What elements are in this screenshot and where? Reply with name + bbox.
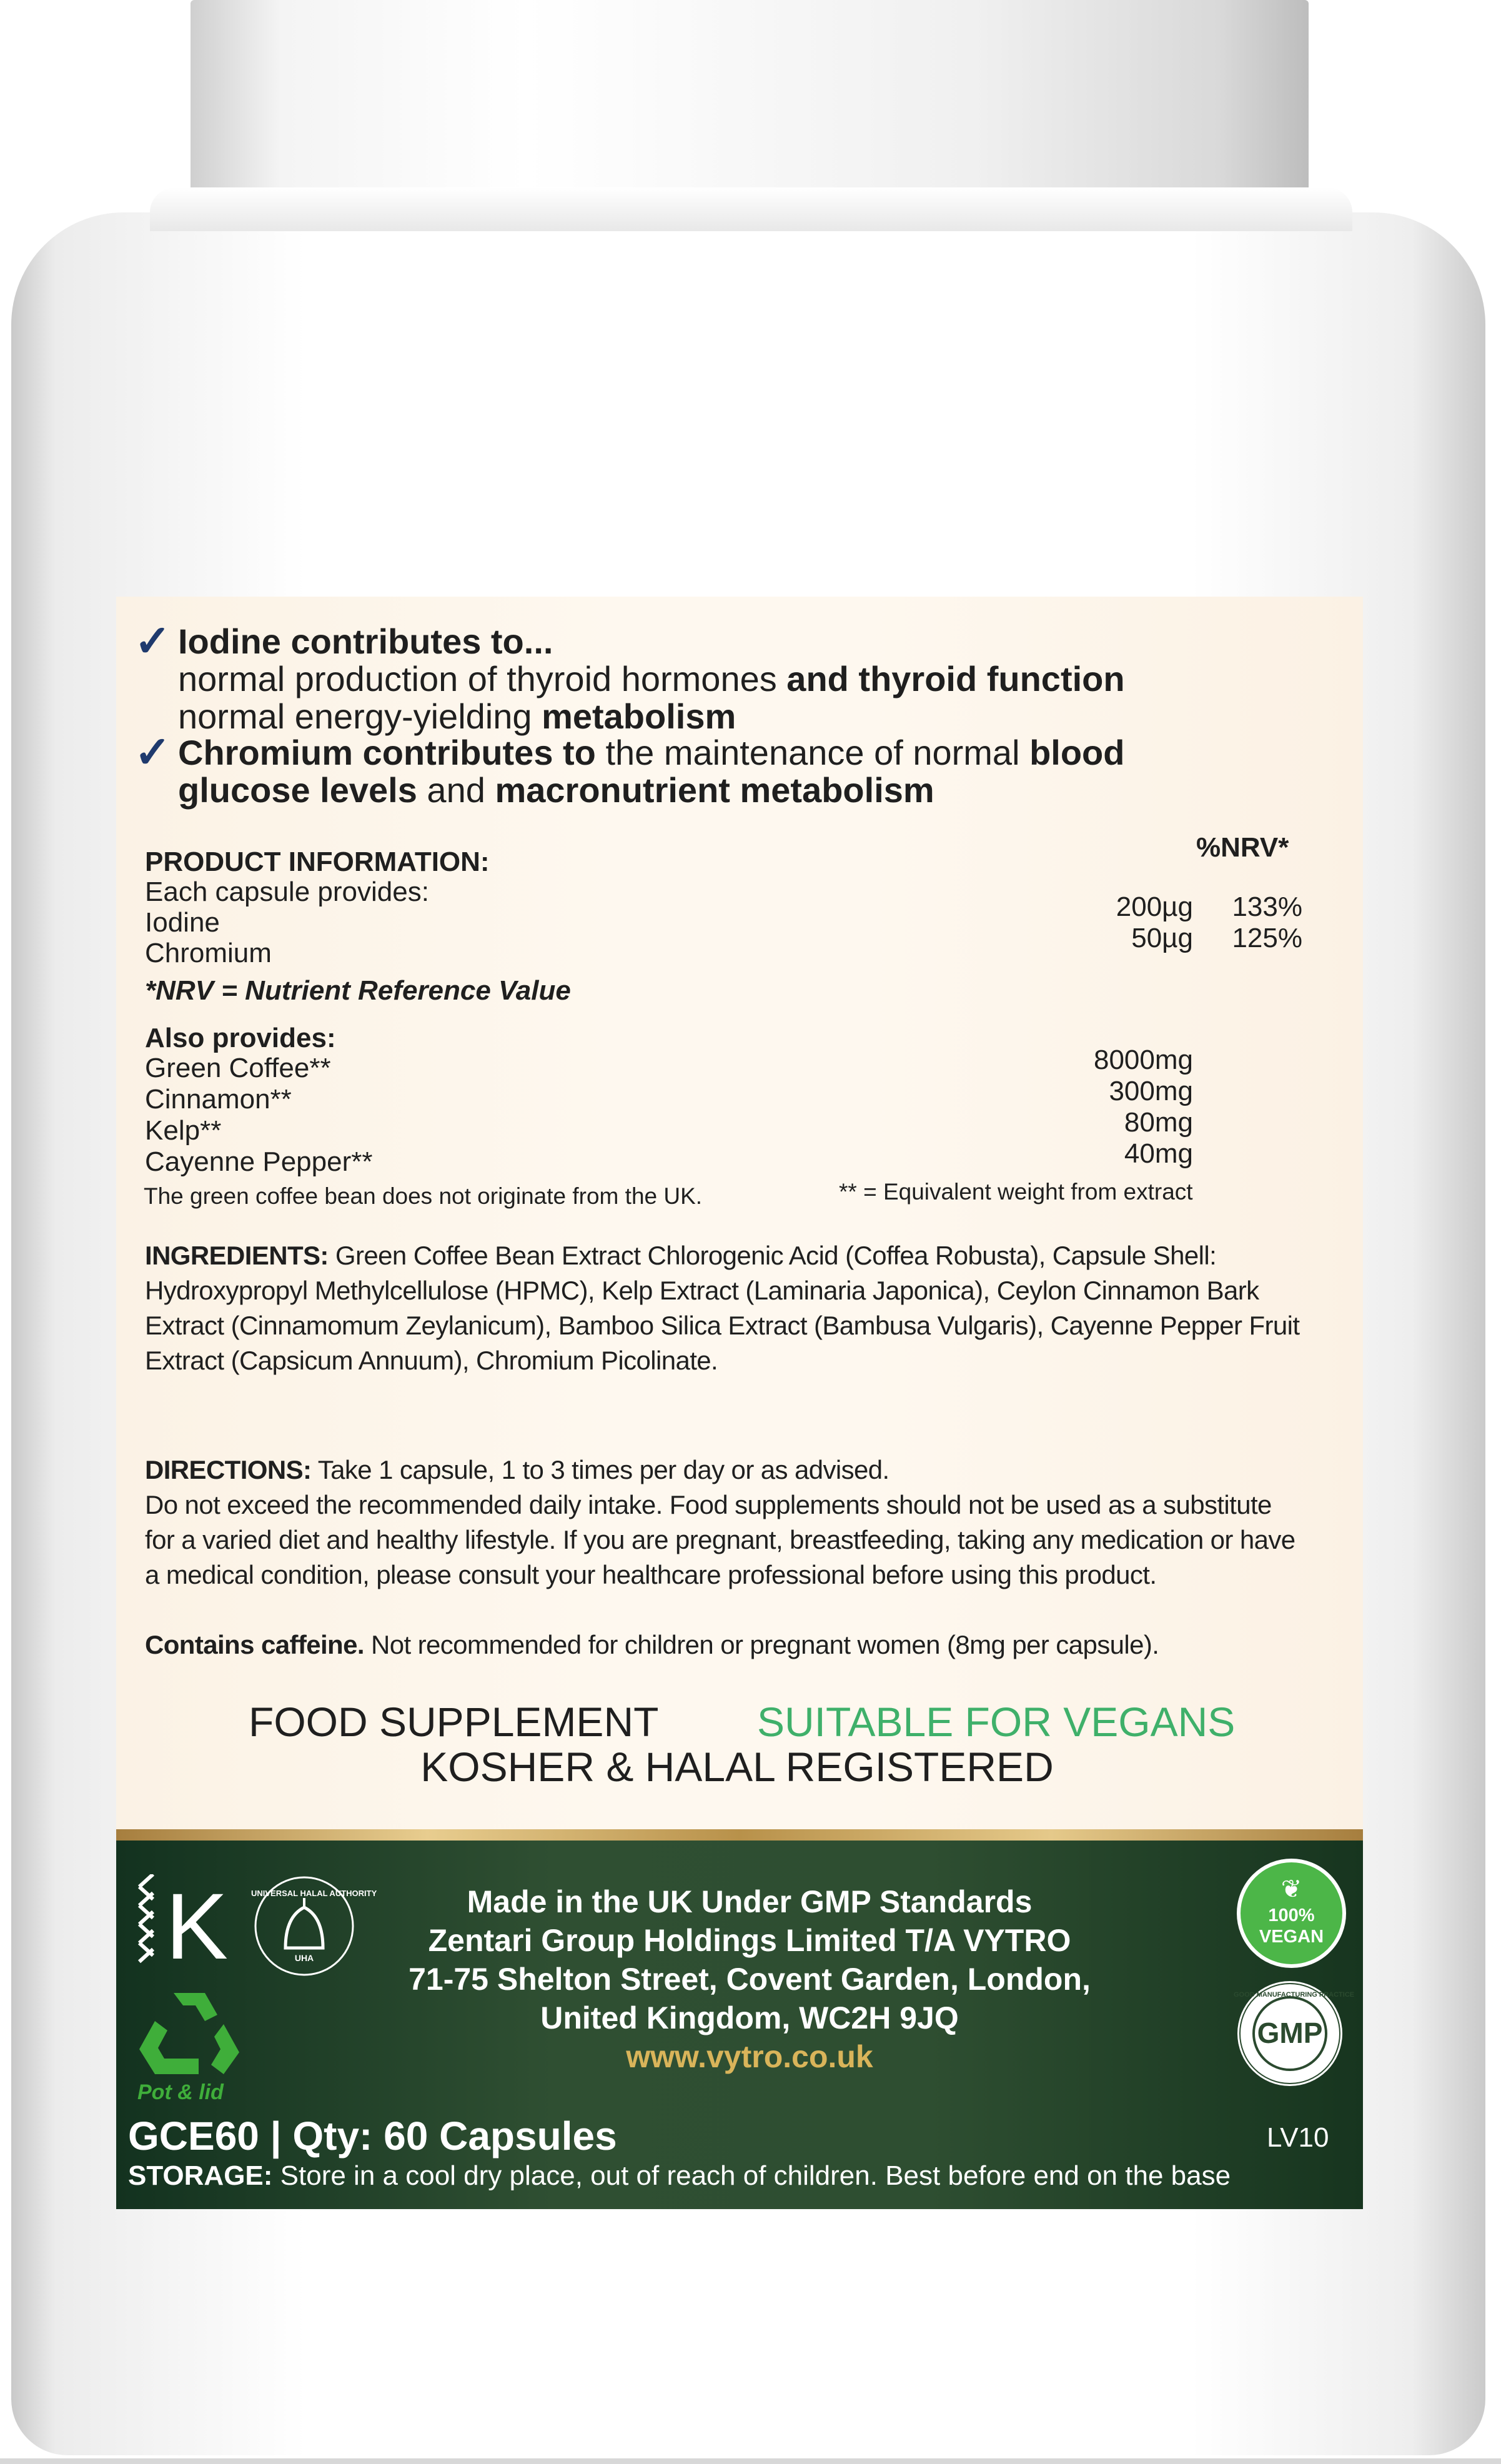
extract-name: Cinnamon** — [145, 1084, 292, 1115]
company-name: Zentari Group Holdings Limited T/A VYTRO — [428, 1923, 1071, 1958]
gmp-seal-ring-text: GOOD MANUFACTURING PRACTICE — [1234, 1991, 1355, 1999]
vegan-badge-text: 100% VEGAN — [1259, 1905, 1324, 1947]
directions-text: DIRECTIONS: Take 1 capsule, 1 to 3 times per day or as advised. — [145, 1455, 889, 1484]
origin-note: The green coffee bean does not originate from the UK. — [144, 1183, 703, 1209]
nutrient-name: Iodine — [145, 907, 220, 938]
halal-authority-abbr: UHA — [294, 1953, 314, 1963]
nrv-header: %NRV* — [1196, 832, 1289, 863]
svg-text:K: K — [166, 1874, 229, 1968]
leaf-icon: ❦ — [1281, 1875, 1302, 1903]
iodine-claim-line2: normal energy-yielding metabolism — [178, 697, 736, 736]
nrv-note: *NRV = Nutrient Reference Value — [145, 975, 571, 1006]
iodine-claim-title: Iodine contributes to... — [178, 622, 553, 661]
food-supplement-label: FOOD SUPPLEMENT — [249, 1699, 659, 1745]
check-icon: ✓ — [134, 617, 171, 665]
also-provides-heading: Also provides: — [145, 1023, 336, 1053]
nutrient-nrv: 133% — [1232, 892, 1302, 922]
kosher-halal-label: KOSHER & HALAL REGISTERED — [420, 1744, 1054, 1790]
extract-amount: 300mg — [1109, 1076, 1193, 1106]
recycle-caption: Pot & lid — [137, 2080, 224, 2104]
lot-code: LV10 — [1267, 2122, 1329, 2153]
extract-amount: 40mg — [1124, 1138, 1193, 1169]
gmp-seal-text: GMP — [1257, 2017, 1323, 2049]
company-website[interactable]: www.vytro.co.uk — [626, 2039, 873, 2074]
nutrient-name: Chromium — [145, 938, 272, 968]
extract-name: Cayenne Pepper** — [145, 1146, 373, 1177]
check-icon: ✓ — [134, 728, 171, 777]
chromium-claim-line2: glucose levels and macronutrient metabolism — [178, 770, 934, 810]
company-address-line1: 71-75 Shelton Street, Covent Garden, London, — [409, 1962, 1091, 1997]
extract-amount: 80mg — [1124, 1107, 1193, 1138]
company-address-line2: United Kingdom, WC2H 9JQ — [540, 2000, 959, 2035]
storage-instructions: STORAGE: Store in a cool dry place, out of reach of children. Best before end on the base — [128, 2160, 1231, 2191]
recycle-icon — [130, 1987, 249, 2105]
iodine-claim-line1: normal production of thyroid hormones and thyroid function — [178, 659, 1125, 698]
halal-authority-seal — [251, 1873, 377, 1979]
nutrient-amount: 200µg — [1116, 892, 1193, 922]
gmp-seal — [1234, 1977, 1355, 2090]
product-info-heading: PRODUCT INFORMATION: — [145, 847, 490, 877]
ingredients-text: INGREDIENTS: Green Coffee Bean Extract Chlorogenic Acid (Coffea Robusta), Capsule Shell: Hydroxypropyl Methylcellulose (HPMC), Kelp Extract (Laminaria Japonica), Ceylon Cinnamon Bark Extract (Cinnamomum Zeylanicum), Bamboo Silica Extract (Bambusa Vulgaris), Cayenne Pepper Fruit Extract (Capsicum Annuum), Chromium Picolinate. — [145, 1241, 1300, 1375]
nutrient-nrv: 125% — [1232, 923, 1302, 953]
bottle-cap — [191, 0, 1309, 200]
directions-warning: Do not exceed the recommended daily intake. Food supplements should not be used as a substitute for a varied diet and healthy lifestyle. If you are pregnant, breastfeeding, taking any medication or have a medical condition, please consult your healthcare professional before using this product. — [145, 1490, 1295, 1589]
caffeine-warning: Contains caffeine. Not recommended for children or pregnant women (8mg per capsule). — [145, 1630, 1159, 1659]
extract-name: Green Coffee** — [145, 1053, 331, 1083]
equivalent-weight-note: ** = Equivalent weight from extract — [839, 1179, 1193, 1205]
nutrient-amount: 50µg — [1131, 923, 1193, 953]
k-logo — [128, 1874, 247, 1968]
bottle-shoulder — [150, 187, 1352, 231]
chromium-claim-line1: Chromium contributes to the maintenance of normal blood — [178, 733, 1125, 772]
halal-authority-name: UNIVERSAL HALAL AUTHORITY — [251, 1889, 377, 1898]
extract-name: Kelp** — [145, 1115, 222, 1146]
label-gold-divider — [116, 1829, 1363, 1841]
gmp-statement: Made in the UK Under GMP Standards — [467, 1884, 1033, 1919]
bottle-base-shadow — [0, 2458, 1501, 2464]
extract-amount: 8000mg — [1093, 1045, 1193, 1075]
product-code-quantity: GCE60 | Qty: 60 Capsules — [128, 2114, 617, 2158]
vegan-badge — [1237, 1859, 1346, 1968]
vegan-label: SUITABLE FOR VEGANS — [757, 1699, 1236, 1745]
each-capsule-label: Each capsule provides: — [145, 877, 429, 907]
